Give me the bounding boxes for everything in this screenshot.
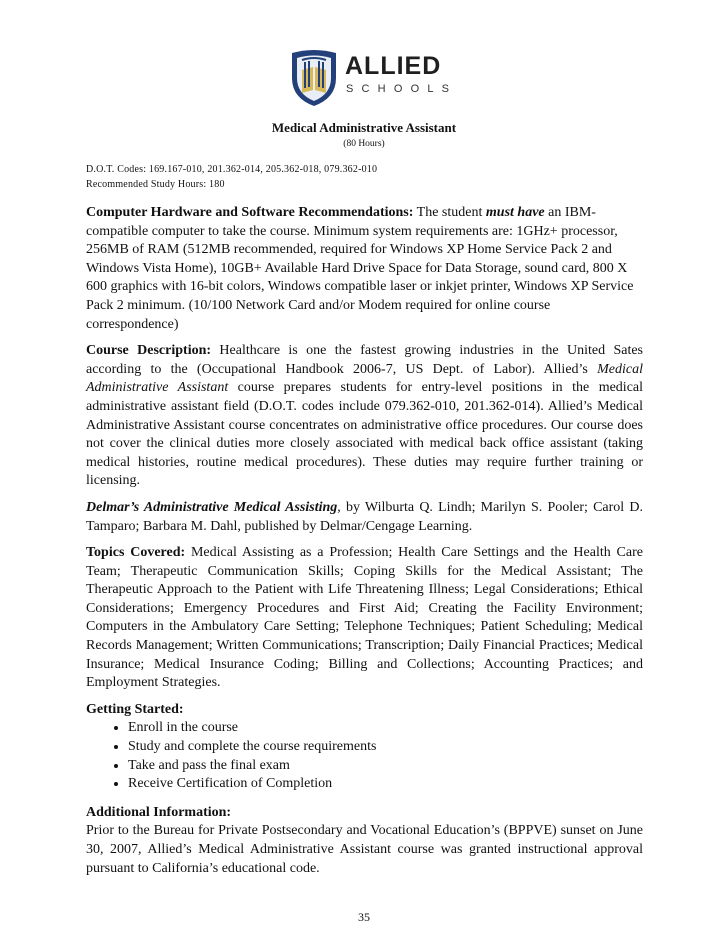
description-label: Course Description:	[86, 343, 212, 359]
hardware-text-2: an IBM-compatible computer to take the course. Minimum system requirements are: 1GHz+ processor, 256MB of RAM (512MB recommended, required for Windows XP Home Service Pack 2 and Windows Vista Home), 10GB+ Available Hard Drive Space for Data Storage, sound card, 800 X 600 graphics with 16-bit colors, Windows compatible laser or inkjet printer, Windows XP Service Pack 2 minimum. (10/100 Network Card and/or Modem required for online course correspondence)	[86, 205, 634, 332]
course-codes	[86, 162, 646, 192]
hardware-label: Computer Hardware and Software Recommendations:	[86, 205, 414, 220]
description-course-name: Medical Administrative Assistant	[86, 361, 643, 396]
getting-started-heading	[86, 701, 643, 720]
course-hours: (80 Hours)	[343, 139, 385, 149]
topics-label: Topics Covered:	[86, 545, 186, 561]
list-item: • Take and pass the final exam	[128, 757, 643, 776]
additional-info-paragraph: Prior to the Bureau for Private Postsecondary and Vocational Education’s (BPPVE) sunset on June 30, 2007, Allied’s Medical Administrative Assistant course was granted instructional approval pursuant to California’s educational code.	[86, 823, 643, 876]
logo-word-allied: ALLIED	[345, 52, 442, 80]
hardware-text-1: The student	[413, 205, 486, 220]
getting-started-label: Getting Started:	[86, 701, 184, 717]
page-content	[86, 204, 643, 886]
shield-icon	[289, 48, 339, 108]
getting-started-list	[86, 719, 643, 793]
additional-info-label: Additional Information:	[86, 804, 232, 820]
list-item: • Study and complete the course requirements	[128, 738, 643, 757]
description-text-1: Healthcare is one the fastest growing industries in the United Sates according to the (Occupational Handbook 2006-7, US Dept. of Labor). Allied’s	[86, 343, 643, 377]
hardware-emphasis: must have	[485, 205, 545, 220]
topics-paragraph	[86, 544, 643, 693]
textbook-paragraph	[86, 499, 643, 536]
dot-codes: D.O.T. Codes: 169.167-010, 201.362-014, 205.362-018, 079.362-010	[86, 164, 378, 175]
hardware-paragraph	[86, 204, 643, 334]
topics-text: Medical Assisting as a Profession; Health Care Settings and the Health Care Team; Therapeutic Communication Skills; Coping Skills for the Medical Assistant; The Therapeutic Approach to the Patient with Life Threatening Illness; Legal Considerations; Ethical Considerations; Emergency Procedures and First Aid; Creating the Facility Environment; Computers in the Ambulatory Care Setting; Telephone Techniques; Patient Scheduling; Medical Records Management; Written Communications; Transcription; Daily Financial Practices; Medical Insurance; Medical Insurance Coding; Billing and Collections; Accounting Practices; and Employment Strategies.	[86, 545, 643, 691]
list-item: • Enroll in the course	[128, 719, 643, 738]
logo-word-schools: SCHOOLS	[346, 83, 458, 95]
study-hours: Recommended Study Hours: 180	[86, 179, 225, 190]
textbook-details: , by Wilburta Q. Lindh; Marilyn S. Pooler; Carol D. Tamparo; Barbara M. Dahl, published by Delmar/Cengage Learning.	[86, 499, 643, 534]
textbook-title: Delmar’s Administrative Medical Assisting	[86, 499, 338, 515]
course-description-paragraph	[86, 342, 643, 491]
additional-info-heading	[86, 804, 643, 823]
allied-schools-logo	[289, 48, 459, 110]
page-number: 35	[358, 910, 370, 924]
page-title: Medical Administrative Assistant	[271, 120, 457, 135]
list-item: • Receive Certification of Completion	[128, 775, 643, 794]
description-text-2: course prepares students for entry-level positions in the medical administrative assistant field (D.O.T. codes include 079.362-010, 201.362-014). Allied’s Medical Administrative Assistant course concentrates on administrative office procedures. Our course does not cover the clinical duties more closely associated with medical back office assistant (taking medical histories, routine medical procedures). These duties may require further training or licensing.	[86, 380, 644, 489]
